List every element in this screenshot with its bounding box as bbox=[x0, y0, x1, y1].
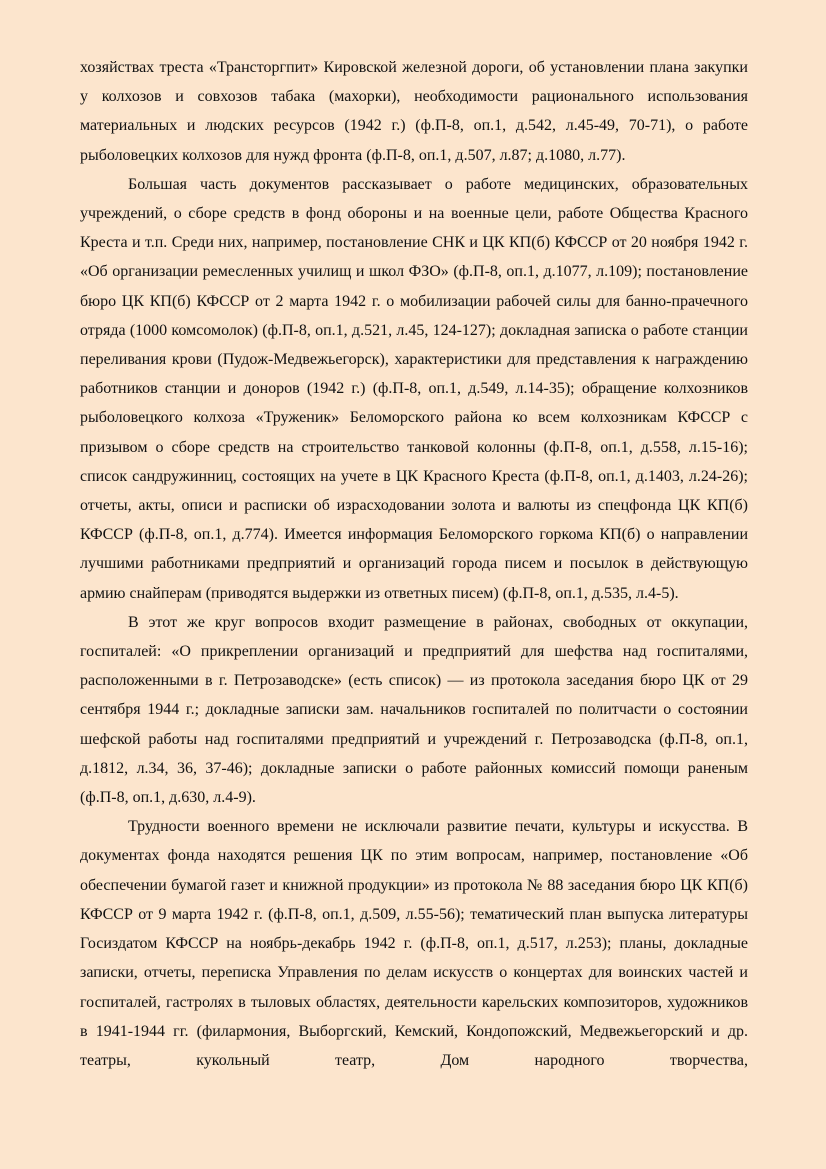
paragraph-2: Большая часть документов рассказывает о работе медицинских, образовательных учреждений, о сборе средств в фонд обороны и на военные цели, работе Общества Красного Креста и т.п. Среди них, например, постановление СНК и ЦК КП(б) КФССР от 20 ноября 1942 г. «Об организации ремесленных училищ и школ ФЗО» (ф.П-8, оп.1, д.1077, л.109); постановление бюро ЦК КП(б) КФССР от 2 марта 1942 г. о мобилизации рабочей силы для банно-прачечного отряда (1000 комсомолок) (ф.П-8, оп.1, д.521, л.45, 124-127); докладная записка о работе станции переливания крови (Пудож-Медвежьегорск), характеристики для представления к награждению работников станции и доноров (1942 г.) (ф.П-8, оп.1, д.549, л.14-35); обращение колхозников рыболовецкого колхоза «Труженик» Беломорского района ко всем колхозникам КФССР с призывом о сборе средств на строительство танковой колонны (ф.П-8, оп.1, д.558, л.15-16); список сандружинниц, состоящих на учете в ЦК Красного Креста (ф.П-8, оп.1, д.1403, л.24-26); отчеты, акты, описи и расписки об израсходовании золота и валюты из спецфонда ЦК КП(б) КФССР (ф.П-8, оп.1, д.774). Имеется информация Беломорского горкома КП(б) о направлении лучшими работниками предприятий и организаций города писем и посылок в действующую армию снайперам (приводятся выдержки из ответных писем) (ф.П-8, оп.1, д.535, л.4-5). bbox=[80, 175, 748, 602]
paragraph-1: хозяйствах треста «Трансторгпит» Кировской железной дороги, об установлении плана закупки у колхозов и совхозов табака (махорки), необходимости рационального использования материальных и людских ресурсов (1942 г.) (ф.П-8, оп.1, д.542, л.45-49, 70-71), о работе рыболовецких колхозов для нужд фронта (ф.П-8, оп.1, д.507, л.87; д.1080, л.77). bbox=[80, 59, 748, 164]
paragraph-4: Трудности военного времени не исключали развитие печати, культуры и искусства. В документах фонда находятся решения ЦК по этим вопросам, например, постановление «Об обеспечении бумагой газет и книжной продукции» из протокола № 88 заседания бюро ЦК КП(б) КФССР от 9 марта 1942 г. (ф.П-8, оп.1, д.509, л.55-56); тематический план выпуска литературы Госиздатом КФССР на ноябрь-декабрь 1942 г. (ф.П-8, оп.1, д.517, л.253); планы, докладные записки, отчеты, переписка Управления по делам искусств о концертах для воинских частей и госпиталей, гастролях в тыловых областях, деятельности карельских композиторов, художников в 1941-1944 гг. (филармония, Выборгский, Кемский, Кондопожский, Медвежьегорский и др. театры, кукольный театр, Дом народного творчества, bbox=[80, 818, 748, 1069]
document-page bbox=[80, 53, 748, 1075]
paragraph-3: В этот же круг вопросов входит размещение в районах, свободных от оккупации, госпиталей: «О прикреплении организаций и предприятий для шефства над госпиталями, расположенными в г. Петрозаводске» (есть список) — из протокола заседания бюро ЦК от 29 сентября 1944 г.; докладные записки зам. начальников госпиталей по политчасти о состоянии шефской работы над госпиталями предприятий и учреждений г. Петрозаводска (ф.П-8, оп.1, д.1812, л.34, 36, 37-46); докладные записки о работе районных комиссий помощи раненым (ф.П-8, оп.1, д.630, л.4-9). bbox=[80, 613, 748, 807]
